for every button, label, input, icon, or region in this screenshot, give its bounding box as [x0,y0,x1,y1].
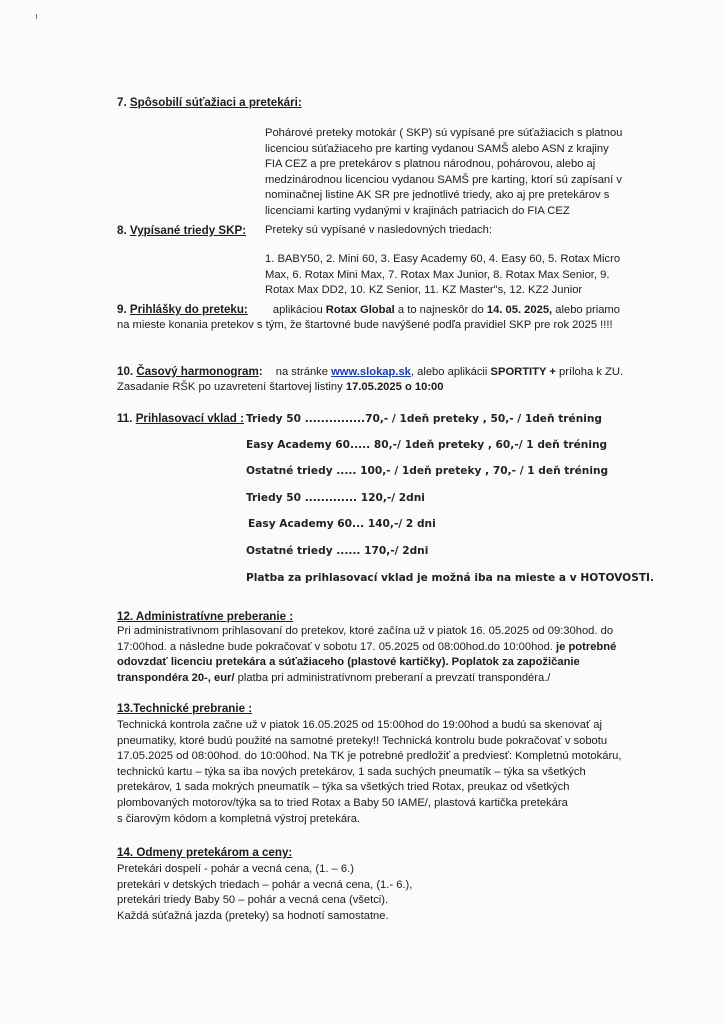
section-13-body [117,718,622,827]
text-line: pneumatiky, ktoré budú použité na samotné preteky!! Technická kontrolu bude pokračovať v sobotu [117,734,608,747]
text-line: plombovaných motorov/týka sa to tried Rotax a Baby 50 IAME/, plastová kartička pretekára [117,796,568,809]
section-14-heading: 14. Odmeny pretekárom a ceny: [117,846,293,859]
payment-note: Platba za prihlasovací vklad je možná iba na mieste a v HOTOVOSTI. [246,572,655,584]
text-line: licenciou súťažiaceho pre karting vydanou SAMŠ alebo ASN z krajiny [265,142,609,155]
scan-speck [36,14,40,19]
section-12-heading: 12. Administratívne preberanie : [117,610,294,623]
text-line: s čiarovým kódom a kompletná výstroj pretekára. [117,812,361,825]
section-8-intro: Preteky sú vypísané v nasledovných triedach: [265,224,492,236]
text-line: Technická kontrola začne už v piatok 16.05.2025 od 15:00hod do 19:00hod a budú sa skenovať aj [117,719,602,731]
fee-row: Easy Academy 60... 140,-/ 2 dni [248,518,436,530]
text-line: pretekári v detských triedach – pohár a vecná cena, (1.- 6.), [117,878,413,891]
text-line: FIA CEZ a pre pretekárov s platnou národnou, pohárovou, alebo aj [265,158,596,171]
fee-row: Ostatné triedy ...... 170,-/ 2dni [246,545,429,557]
section-10-heading: 10. Časový harmonogram: [117,365,263,378]
text-line: 1. BABY50, 2. Mini 60, 3. Easy Academy 60, 4. Easy 60, 5. Rotax Micro [265,253,621,265]
text-line: 17.05.2025 od 08:00hod. do 10:00hod. Na TK je potrebné predložiť a predviesť: Kompletnú motokáru, [117,750,622,763]
section-14-body [117,862,412,924]
section-13-heading: 13.Technické prebranie : [117,702,253,715]
section-10-line-2: Zasadanie RŠK po uzavretení štartovej listiny 17.05.2025 o 10:00 [117,381,444,393]
section-9-line-1: 9. Prihlášky do preteku: aplikáciou Rotax Global a to najneskôr do 14. 05. 2025, alebo priamo [117,303,620,316]
section-10-line-1: 10. Časový harmonogram: na stránke www.slokap.sk, alebo aplikácii SPORTITY + príloha k ZU. [117,365,624,378]
text-line: Rotax Max DD2, 10. KZ Senior, 11. KZ Master"s, 12. KZ2 Junior [265,284,583,297]
section-8-heading: 8. Vypísané triedy SKP: [117,224,247,237]
section-11-heading: 11. Prihlasovací vklad : [117,412,244,425]
text-line: transpondéra 20-, eur/ platba pri administratívnom preberaní a prevzatí transpondéra./ [117,671,551,684]
section-9-line-2: na mieste konania pretekov s tým, že štartovné bude navýšené podľa pravidiel SKP pre rok 2025 !!!! [117,319,613,331]
section-7-body [265,126,622,220]
fee-row: Easy Academy 60..... 80,-/ 1deň preteky , 60,-/ 1 deň tréning [246,439,608,451]
text-line: pretekárov, 1 sada mokrých pneumatík – týka sa všetkých tried Rotax, preukaz od všetkých [117,781,570,794]
text-line: nominačnej listine AK SR pre jednotlivé triedy, ako aj pre pretekárov s [265,189,610,202]
text-line: Každá súťažná jazda (preteky) sa hodnotí samostatne. [117,909,389,922]
section-12-body [117,624,616,686]
text-line: technickú kartu – týka sa iba nových pretekárov, 1 sada suchých pneumatík – týka sa všetkých [117,765,586,778]
text-line: Pretekári dospelí - pohár a vecná cena, (1. – 6.) [117,863,354,875]
fee-row: Triedy 50 ............. 120,-/ 2dni [246,492,425,504]
section-7-heading: 7. Spôsobilí súťažiaci a pretekári: [117,96,302,109]
text-line: licenciami karting vydanými v krajinách patriacich do FIA CEZ [265,204,570,217]
text-line: Pohárové preteky motokár ( SKP) sú vypísané pre súťažiacich s platnou [265,127,623,139]
fee-row: Ostatné triedy ..... 100,- / 1deň preteky , 70,- / 1 deň tréning [246,465,609,477]
text-line: pretekári triedy Baby 50 – pohár a vecná cena (všetci). [117,894,389,907]
text-line: Max, 6. Rotax Mini Max, 7. Rotax Max Junior, 8. Rotax Max Senior, 9. [265,268,610,281]
text-line: 17:00hod. a následne bude pokračovať v sobotu 17. 05.2025 od 08:00hod.do 10:00hod. je potrebné [117,640,617,653]
section-8-class-list [265,252,620,299]
fee-row: Triedy 50 ...............70,- / 1deň preteky , 50,- / 1deň tréning [246,413,602,425]
section-9-heading: 9. Prihlášky do preteku: [117,303,248,316]
text-line: Pri administratívnom prihlasovaní do pretekov, ktoré začína už v piatok 16. 05.2025 od 09:30hod. do [117,625,614,637]
text-line: odovzdať licenciu pretekára a súťažiaceho (plastové kartičky). Poplatok za zapožičanie [117,656,580,669]
slokap-website-link[interactable]: www.slokap.sk [331,366,411,378]
text-line: medzinárodnou licenciou vydanou SAMŠ pre karting, ktorí sú zapísaní v [265,173,622,186]
